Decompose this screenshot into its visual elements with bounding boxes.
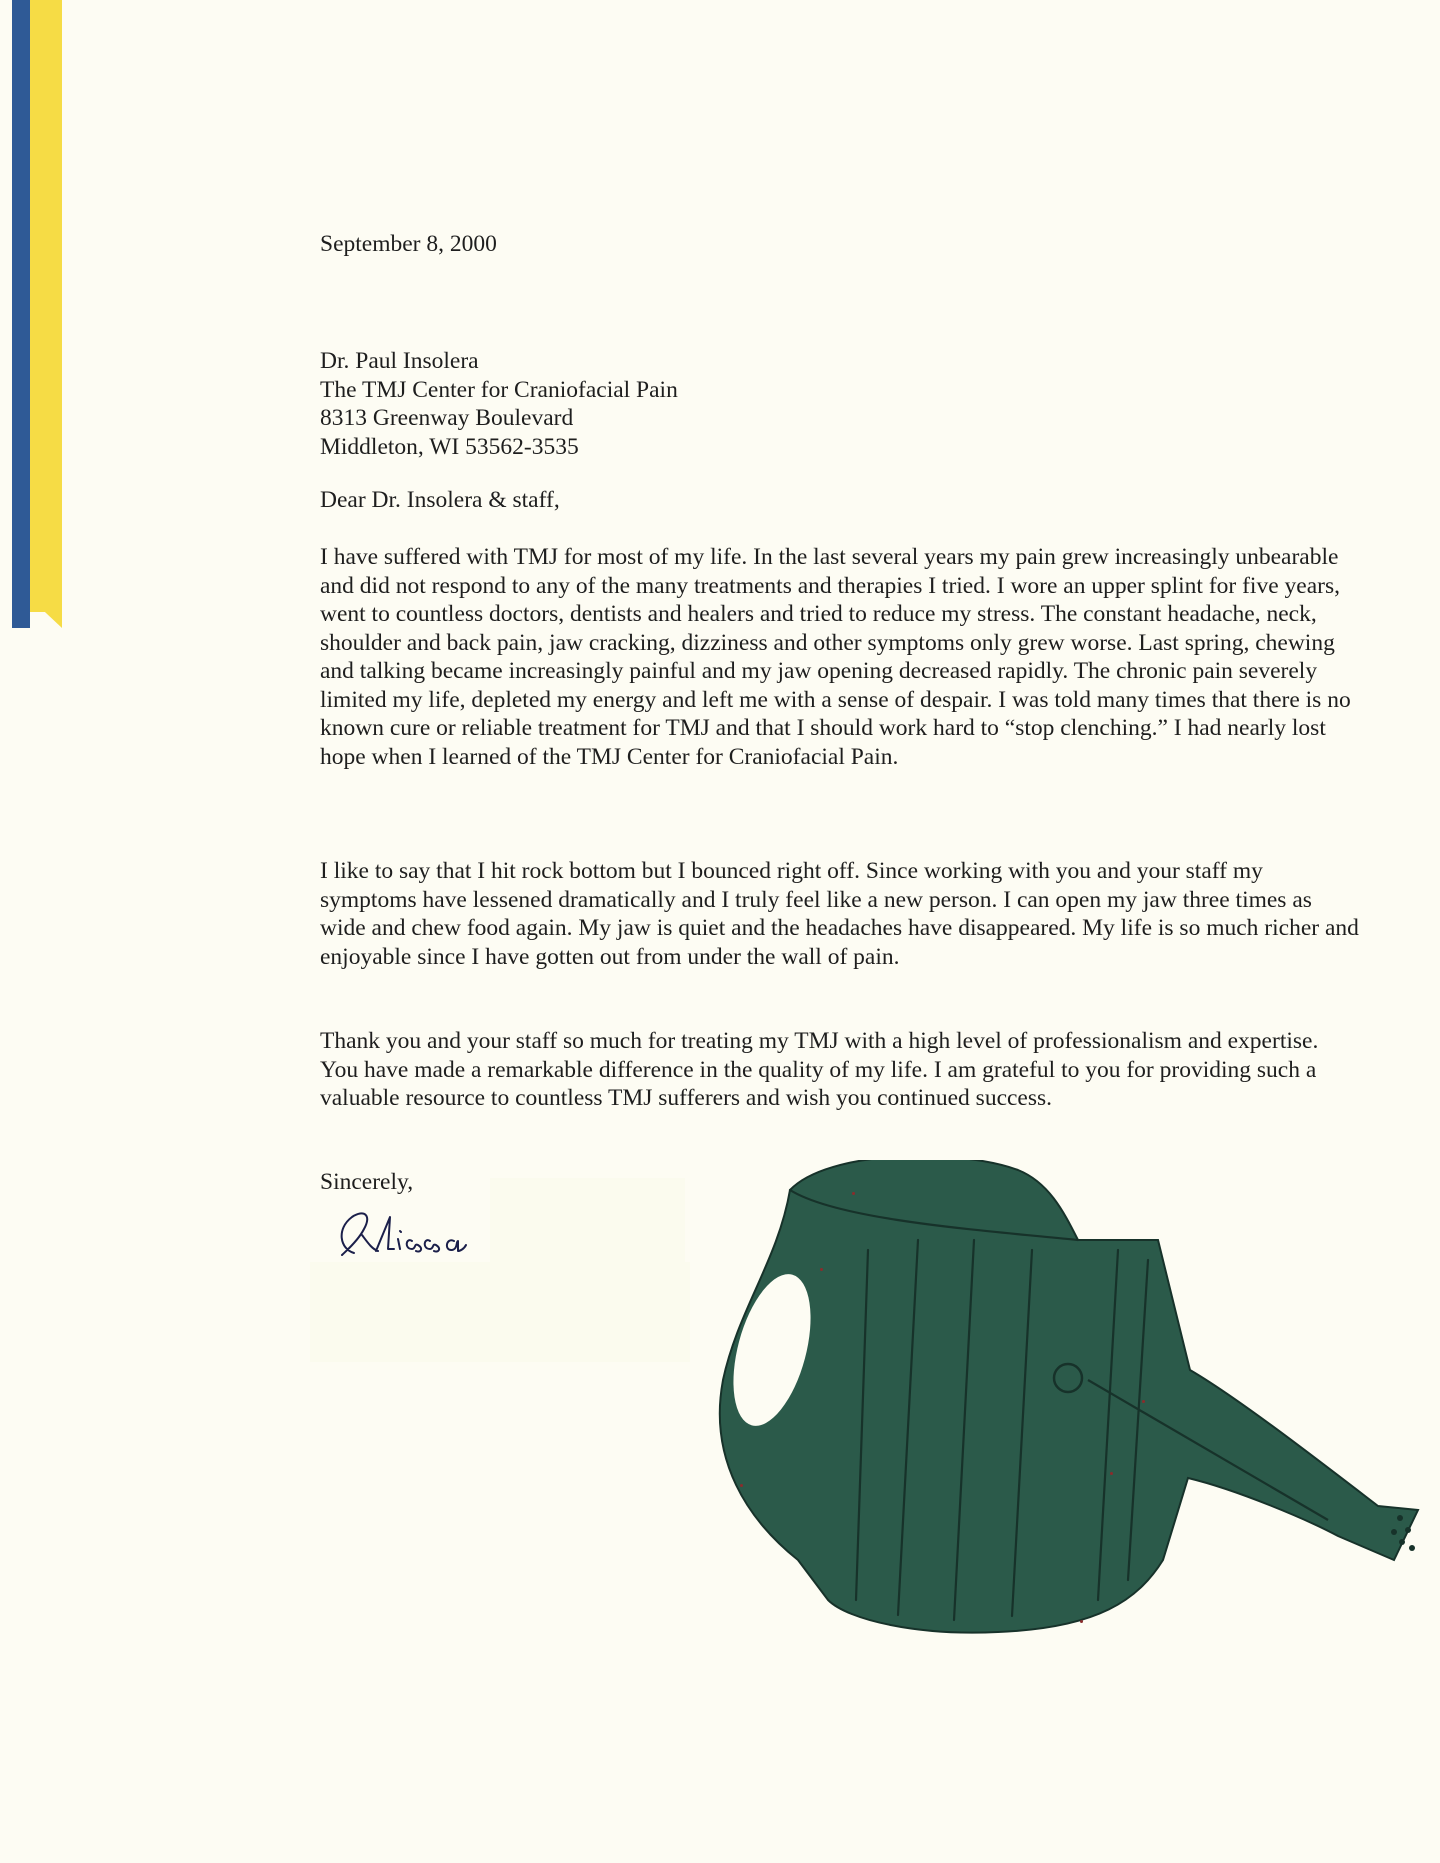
decorative-speck: [1110, 1472, 1113, 1475]
recipient-address: [320, 347, 678, 461]
paragraph-1: I have suffered with TMJ for most of my life. In the last several years my pain grew increasingly unbearable and did not respond to any of the many treatments and therapies I tried. I wore an upper splint for five years, went to countless doctors, dentists and healers and tried to reduce my stress. The constant headache, neck, shoulder and back pain, jaw cracking, dizziness and other symptoms only grew worse. Last spring, chewing and talking became increasingly painful and my jaw opening decreased rapidly. The chronic pain severely limited my life, depleted my energy and left me with a sense of despair. I was told many times that there is no known cure or reliable treatment for TMJ and that I should work hard to “stop clenching.” I had nearly lost hope when I learned of the TMJ Center for Craniofacial Pain.: [320, 544, 1351, 770]
yellow-edge-stripe: [30, 0, 62, 612]
recipient-organization: The TMJ Center for Craniofacial Pain: [320, 376, 678, 403]
decorative-speck: [1080, 1620, 1083, 1623]
watering-can-illustration: [718, 1160, 1440, 1680]
decorative-speck: [820, 1268, 823, 1271]
watering-can-body: [720, 1160, 1418, 1633]
recipient-street: 8313 Greenway Boulevard: [320, 405, 574, 431]
salutation: Dear Dr. Insolera & staff,: [320, 487, 560, 513]
decorative-speck: [852, 1192, 855, 1195]
handwritten-signature: [332, 1205, 512, 1265]
blue-edge-stripe: [12, 0, 30, 628]
decorative-speck: [1142, 1400, 1145, 1403]
paragraph-2: I like to say that I hit rock bottom but I bounced right off. Since working with you and your staff my symptoms have lessened dramatically and I truly feel like a new person. I can open my jaw three times as wide and chew food again. My jaw is quiet and the headaches have disappeared. My life is so much richer and enjoyable since I have gotten out from under the wall of pain.: [320, 858, 1359, 970]
redaction-block: [310, 1262, 690, 1362]
blue-stripe-tip: [12, 598, 30, 628]
closing: Sincerely,: [320, 1169, 414, 1195]
yellow-stripe-tip: [30, 598, 62, 628]
recipient-name: Dr. Paul Insolera: [320, 348, 479, 374]
paragraph-3: Thank you and your staff so much for treating my TMJ with a high level of professionalism and expertise. You have made a remarkable difference in the quality of my life. I am grateful to you for providing such a valuable resource to countless TMJ sufferers and wish you continued success.: [320, 1028, 1319, 1111]
decorative-speck: [740, 1484, 743, 1487]
letter-date: September 8, 2000: [320, 231, 497, 257]
recipient-city: Middleton, WI 53562-3535: [320, 433, 579, 460]
